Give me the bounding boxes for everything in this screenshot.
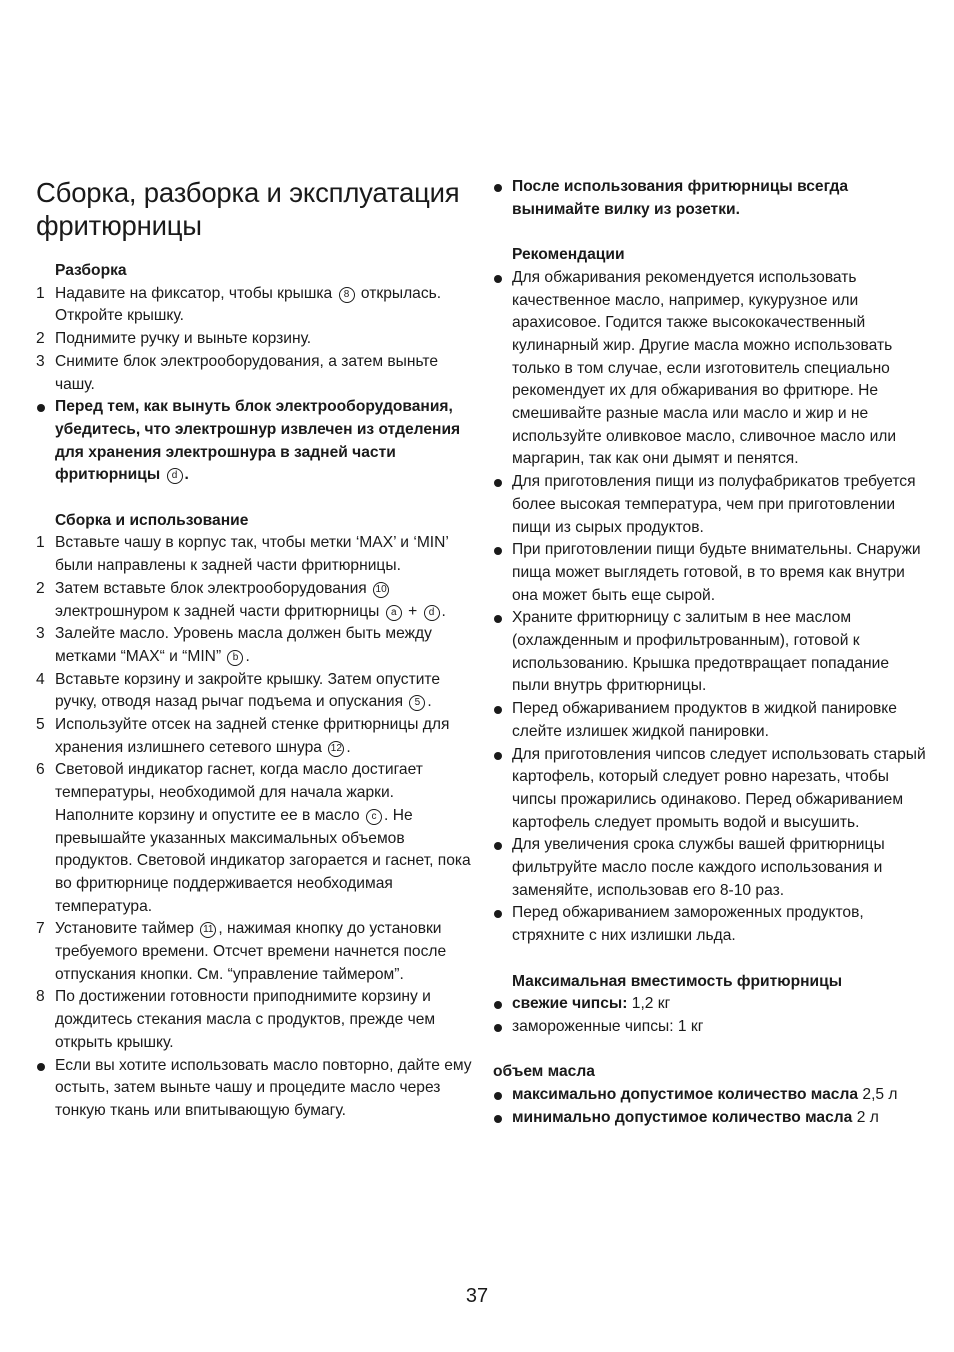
part-ref-a: a (386, 605, 402, 621)
part-ref-8: 8 (339, 287, 355, 303)
disassembly-heading: Разборка (55, 262, 127, 279)
recommendation-item: Для приготовления чипсов следует использовать старый картофель, который следует ровно нарезать, чтобы чипсы прожарились одинаково. Перед обжариванием картофель следует промыть водой и высушить. (493, 744, 929, 835)
page-title: Сборка, разборка и эксплуатация фритюрницы (36, 177, 460, 241)
assembly-step-1: 1 Вставьте чашу в корпус так, чтобы метки ‘MAX’ и ‘MIN’ были направлены к задней части фритюрницы. (36, 534, 449, 575)
bullet-icon (494, 1115, 502, 1123)
assembly-step-4: 4 Вставьте корзину и закройте крышку. Затем опустите ручку, отводя назад рычаг подъема и опускания 5 . (36, 670, 441, 711)
bullet-icon (494, 615, 502, 623)
bullet-icon (494, 910, 502, 918)
disassembly-step-2: 2 Поднимите ручку и выньте корзину. (36, 330, 312, 348)
part-ref-10: 10 (373, 582, 389, 598)
disassembly-warning: Перед тем, как вынуть блок электрооборудования, убедитесь, что электрошнур извлечен из отделения для хранения электрошнура в задней части фритюрницы d . (36, 396, 472, 487)
disassembly-step-1: 1 Надавите на фиксатор, чтобы крышка 8 открылась. Откройте крышку. (36, 284, 442, 325)
assembly-step-7: 7 Установите таймер 11 , нажимая кнопку до установки требуемого времени. Отсчет времени начнется после отпускания кнопки. См. “управление таймером”. (36, 920, 447, 983)
part-ref-5: 5 (409, 695, 425, 711)
bullet-icon (494, 752, 502, 760)
bullet-icon (494, 184, 502, 192)
recommendation-item: Перед обжариванием замороженных продуктов, стряхните с них излишки льда. (493, 902, 929, 947)
bullet-icon (494, 479, 502, 487)
recommendation-item: Для приготовления пищи из полуфабрикатов требуется более высокая температура, чем при приготовлении пищи из сырых продуктов. (493, 471, 929, 539)
reuse-oil-note: Если вы хотите использовать масло повторно, дайте ему остыть, затем выньте чашу и процедите масло через тонкую ткань или впитывающую бумагу. (36, 1055, 472, 1123)
part-ref-11: 11 (200, 922, 216, 938)
recommendations-heading: Рекомендации (512, 246, 625, 264)
assembly-step-3: 3 Залейте масло. Уровень масла должен быть между метками “MAX“ и “MIN” b . (36, 625, 432, 665)
part-ref-d: d (424, 605, 440, 621)
part-ref-b: b (227, 650, 243, 666)
bullet-icon (494, 547, 502, 555)
unplug-warning: После использования фритюрницы всегда вынимайте вилку из розетки. (493, 176, 929, 221)
bullet-icon (37, 404, 45, 412)
bullet-icon (494, 1001, 502, 1009)
recommendation-item: Для обжаривания рекомендуется использовать качественное масло, например, кукурузное или арахисовое. Годится также высококачественный кулинарный жир. Другие масла можно использовать только в том случае, если изготовитель специально рекомендует их для обжаривания во фритюре. Не смешивайте разные масла или масло и жир и не используйте оливковое масло, сливочное масло или маргарин, так как они дымят и пенятся. (493, 267, 929, 471)
capacity-fresh: свежие чипсы: 1,2 кг (493, 993, 929, 1016)
assembly-step-6: 6 Световой индикатор гаснет, когда масло достигает температуры, необходимой для начала жарки. Наполните корзину и опустите ее в масло c . Не превышайте указанных максимальных объемов продуктов. Световой индикатор загорается и гаснет, пока во фритюрнице поддерживается необходимая температура. (36, 761, 471, 915)
assembly-heading: Сборка и использование (55, 511, 249, 529)
left-column (36, 176, 472, 1123)
assembly-step-5: 5 Используйте отсек на задней стенке фритюрницы для хранения излишнего сетевого шнура 12 . (36, 716, 450, 756)
disassembly-step-3: 3 Снимите блок электрооборудования, а затем выньте чашу. (36, 352, 439, 393)
bullet-icon (494, 1024, 502, 1032)
oil-min: минимально допустимое количество масла 2 л (493, 1107, 929, 1130)
recommendation-item: При приготовлении пищи будьте внимательны. Снаружи пища может выглядеть готовой, в то время как внутри она может быть еще сырой. (493, 539, 929, 607)
assembly-step-2: 2 Затем вставьте блок электрооборудования 10 электрошнуром к задней части фритюрницы a + d . (36, 579, 446, 620)
part-ref-d: d (167, 468, 183, 484)
oil-max: максимально допустимое количество масла 2,5 л (493, 1084, 929, 1107)
part-ref-12: 12 (328, 741, 344, 757)
oil-volume-heading: объем масла (493, 1063, 595, 1081)
bullet-icon (494, 706, 502, 714)
page-number: 37 (465, 1285, 489, 1307)
capacity-frozen: замороженные чипсы: 1 кг (493, 1016, 929, 1039)
recommendation-item: Для увеличения срока службы вашей фритюрницы фильтруйте масло после каждого использования и заменяйте, использовав его 8-10 раз. (493, 834, 929, 902)
bullet-icon (494, 842, 502, 850)
bullet-icon (494, 1092, 502, 1100)
recommendation-item: Храните фритюрницу с залитым в нее маслом (охлажденным и профильтрованным), готовой к использованию. Крышка предотвращает попадание пыли внутрь фритюрницы. (493, 607, 929, 698)
right-column (493, 176, 929, 1129)
capacity-heading: Максимальная вместимость фритюрницы (512, 972, 843, 990)
recommendation-item: Перед обжариванием продуктов в жидкой панировке слейте излишек жидкой панировки. (493, 698, 929, 743)
bullet-icon (494, 275, 502, 283)
part-ref-c: c (366, 809, 382, 825)
bullet-icon (37, 1063, 45, 1071)
assembly-step-8: 8 По достижении готовности приподнимите корзину и дождитесь стекания масла с продуктов, прежде чем открыть крышку. (36, 988, 436, 1051)
